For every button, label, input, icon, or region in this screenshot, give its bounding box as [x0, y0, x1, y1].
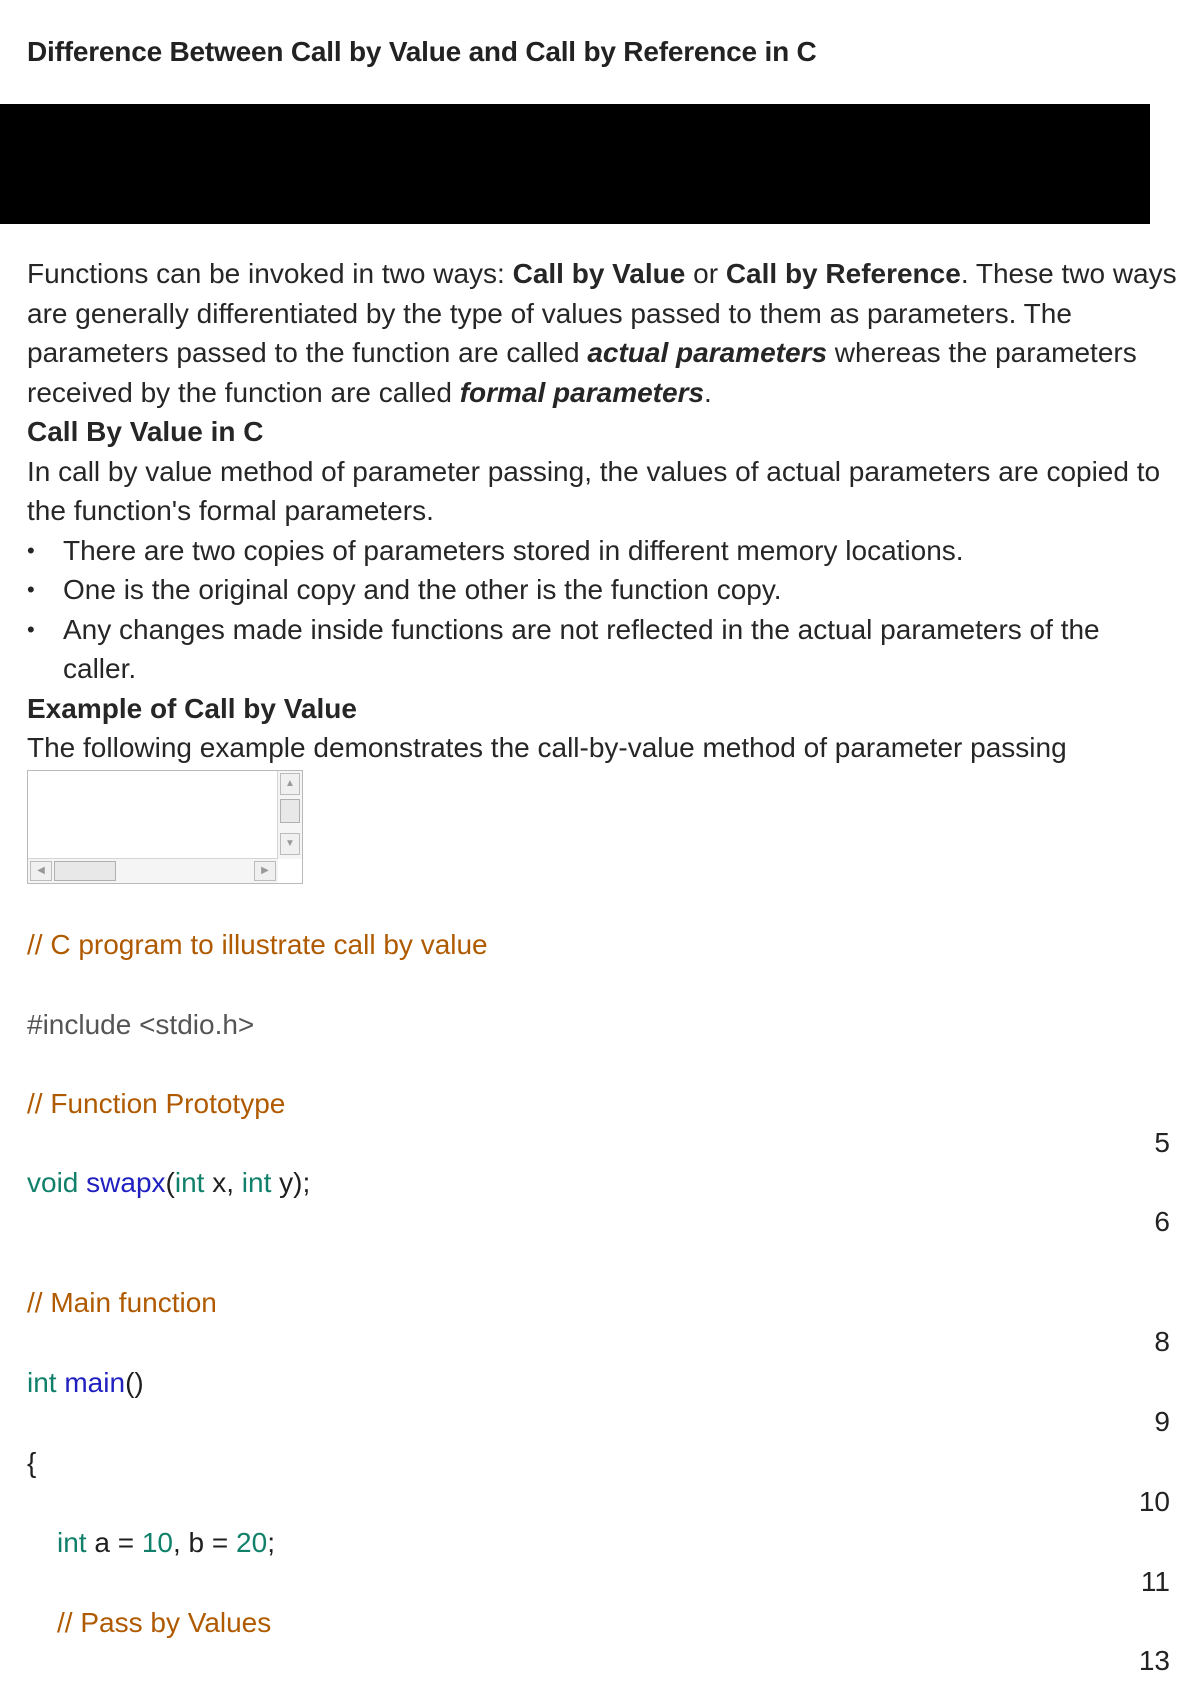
section-heading-call-by-value: Call By Value in C [27, 416, 264, 447]
code-line-main: int main() [27, 1367, 144, 1398]
scroll-right-arrow-icon[interactable]: ▶ [254, 861, 276, 881]
scrollable-box[interactable] [27, 770, 303, 884]
horizontal-scroll-thumb[interactable] [54, 861, 116, 881]
list-item: • There are two copies of parameters stored in different memory locations. [27, 531, 1177, 571]
article-body [27, 254, 1177, 768]
line-number: 8 [1154, 1326, 1170, 1357]
scroll-up-arrow-icon[interactable]: ▲ [280, 773, 300, 795]
horizontal-scrollbar[interactable] [28, 858, 278, 883]
line-number: 9 [1154, 1406, 1170, 1437]
line-number: 5 [1154, 1127, 1170, 1158]
vertical-scrollbar[interactable] [277, 771, 302, 859]
code-line-brace: { [27, 1447, 37, 1478]
line-number: 11 [1140, 1566, 1170, 1597]
list-item: • Any changes made inside functions are not reflected in the actual parameters of the caller. [27, 610, 1177, 689]
code-include: #include <stdio.h> [27, 1009, 255, 1040]
line-number: 10 [1138, 1486, 1170, 1517]
scroll-down-arrow-icon[interactable]: ▼ [280, 833, 300, 855]
page-title: Difference Between Call by Value and Call by Reference in C [27, 36, 817, 67]
example-intro-text: The following example demonstrates the call-by-value method of parameter passing [27, 732, 1067, 763]
scroll-left-arrow-icon[interactable]: ◀ [30, 861, 52, 881]
line-number: 13 [1138, 1645, 1170, 1676]
intro-paragraph: Functions can be invoked in two ways: Call by Value or Call by Reference. These two ways are generally differentiated by the type of values passed to them as parameters. The parameters passed to the function are called actual parameters whereas the parameters received by the function are called formal parameters. [27, 258, 1177, 408]
code-comment: // Pass by Values [57, 1607, 272, 1638]
vertical-scroll-thumb[interactable] [280, 799, 300, 823]
bullet-list [27, 531, 1177, 689]
code-line-declaration: int a = 10, b = 20; [57, 1527, 275, 1558]
redacted-banner [0, 104, 1150, 224]
line-number: 6 [1154, 1206, 1170, 1237]
section-text: In call by value method of parameter passing, the values of actual parameters are copied to the function's formal parameters. [27, 455, 1161, 526]
code-comment: // Function Prototype [27, 1088, 286, 1119]
section-heading-example: Example of Call by Value [27, 692, 357, 724]
code-comment: // C program to illustrate call by value [27, 929, 488, 960]
code-comment: // Main function [27, 1287, 217, 1318]
code-line-prototype: void swapx(int x, int y); [27, 1167, 311, 1198]
list-item: • One is the original copy and the other is the function copy. [27, 570, 1177, 610]
